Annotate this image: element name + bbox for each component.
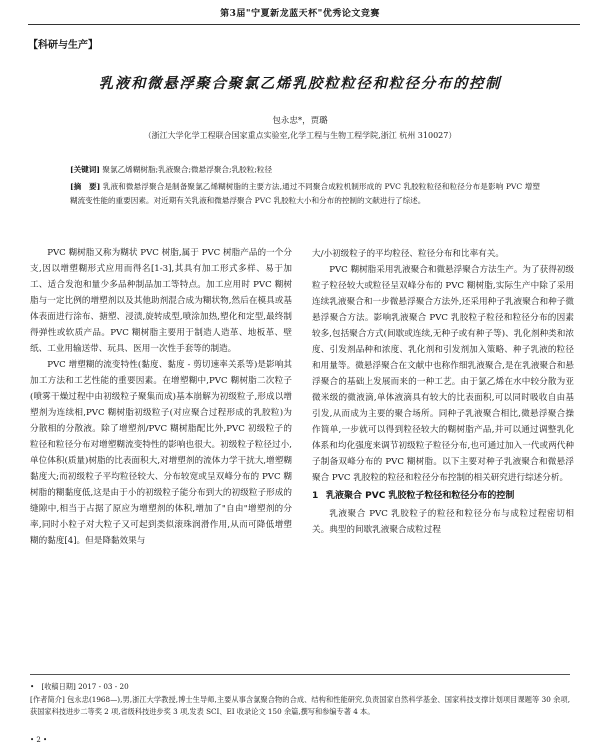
- section-title: 乳液聚合 PVC 乳胶粒子粒径和粒径分布的控制: [326, 491, 515, 501]
- authors: 包永忠*，贾璐: [272, 116, 328, 126]
- footnote-author: [作者简介] 包永忠(1968—),男,浙江大学教授,博士生导师,主要从事含氯聚合物的合成、结构和性能研究,负责国家自然科学基金、国家科技支撑计划项目课题等 30 余项,获国家科技进步二等奖 2 项,省级科技进步奖 3 项,发表 SCI、EI 收录论文 150 余篇,撰写和参编专著 4 本。: [30, 695, 570, 716]
- abstract-text: 乳液和微悬浮聚合是制备聚氯乙烯糊树脂的主要方法,通过不同聚合成粒机制形成的 PVC 乳胶粒粒径和粒径分布是影响 PVC 增塑糊流变性能的重要因素。对近期有关乳液和微悬浮聚合 PVC 乳胶粒大小和分布的控制的文献进行了综述。: [70, 182, 541, 205]
- left-column: [30, 245, 292, 549]
- keywords-label: [关键词]: [70, 165, 100, 174]
- abstract: [70, 180, 540, 208]
- right-column: [312, 246, 574, 538]
- section-heading: [312, 488, 574, 504]
- footnote-received: • [收稿日期] 2017 - 03 - 20: [30, 682, 129, 691]
- section-number: 1: [312, 491, 319, 501]
- body-paragraph: PVC 增塑糊的流变特性(黏度、黏度 - 剪切速率关系等)是影响其加工方法和工艺性能的重要因素。在增塑糊中,PVC 糊树脂二次粒子(喷雾干燥过程中由初级粒子聚集而成)基本崩解为初级粒子,形成以增塑剂为连续相,PVC 糊树脂初级粒子(对应聚合过程形成的乳胶粒)为分散相的分散液。除了增塑剂/PVC 糊树脂配比外,PVC 初级粒子的粒径和粒径分布对增塑糊流变特性的影响也很大。初级粒子粒径过小,单位体积(质量)树脂的比表面积大,对增塑剂的流体力学干扰大,增塑糊黏度大;而初级粒子平均粒径较大、分布较宽或呈双峰分布的 PVC 糊树脂的糊黏度低,这是由于小的初级粒子能分布到大的初级粒子形成的缝隙中,相当于占据了原应为增塑剂的体积,增加了"自由"增塑剂的分率,同时小粒子对大粒子又可起到类似滚珠润滑作用,从而可降低增塑糊的黏度[4]。但是降黏效果与: [30, 360, 292, 546]
- body-paragraph: 乳液聚合 PVC 乳胶粒子的粒径和粒径分布与成粒过程密切相关。典型的间歇乳液聚合成粒过程: [312, 509, 574, 535]
- body-paragraph: 大/小初级粒子的平均粒径、粒径分布和比率有关。: [312, 249, 504, 259]
- affiliation: （浙江大学化学工程联合国家重点实验室,化学工程与生物工程学院,浙江 杭州 310027）: [143, 131, 457, 140]
- paper-title: 乳液和微悬浮聚合聚氯乙烯乳胶粒粒径和粒径分布的控制: [98, 75, 502, 92]
- running-head: 第3届"宁夏新龙蓝天杯"优秀论文竞赛: [220, 9, 380, 19]
- body-paragraph: PVC 糊树脂又称为糊状 PVC 树脂,属于 PVC 树脂产品的一个分支,因以增塑糊形式应用而得名[1-3],其具有加工形式多样、易于加工、适合发泡和量少多品种制品加工等特点。加工应用时 PVC 糊树脂与一定比例的增塑剂以及其他助剂混合成为糊状物,然后在模具或基体表面进行涂布、搪塑、浸渍,旋转成型,喷涂加热,塑化和定型,最终制得弹性或软质产品。PVC 糊树脂主要用于制造人造革、地板革、壁纸、工业用输送带、玩具、医用一次性手套等的制造。: [30, 248, 292, 354]
- body-paragraph: PVC 糊树脂采用乳液聚合和微悬浮聚合方法生产。为了获得初级粒子粒径较大或粒径呈双峰分布的 PVC 糊树脂,实际生产中除了采用连续乳液聚合和一步微悬浮聚合方法外,还采用种子乳液聚合和种子微悬浮聚合方法。影响乳液聚合 PVC 乳胶粒子粒径和粒径分布的因素较多,包括聚合方式(间歇或连续,无种子或有种子等)、乳化剂种类和浓度、引发剂品种和浓度、乳化剂和引发剂加入策略、种子乳液的粒径和用量等。微悬浮聚合在文献中也称作细乳液聚合,是在乳液聚合和悬浮聚合的基础上发展而来的一种工艺。由于氯乙烯在水中较分散为亚微米级的微液滴,单体液滴具有较大的比表面积,可以同时吸收自由基引发,从而成为主要的聚合场所。同种子乳液聚合相比,微悬浮聚合操作简单,一步就可以得到粒径较大的糊树脂产品,并可以通过调整乳化体系和均化强度来调节初级粒子粒径分布,也可通过加入一代或两代种子制备双峰分布的 PVC 糊树脂。以下主要对种子乳液聚合和微悬浮聚合 PVC 乳胶粒的粒径和粒径分布控制的相关研究进行综述分析。: [312, 265, 574, 483]
- keywords: [70, 164, 540, 175]
- abstract-label: [摘 要]: [70, 182, 101, 191]
- footnote-rule: [30, 674, 570, 675]
- keywords-text: 聚氯乙烯糊树脂;乳液聚合;微悬浮聚合;乳胶粒;粒径: [102, 165, 273, 174]
- page-number: • 2 •: [30, 736, 48, 744]
- header-rule: [28, 24, 580, 25]
- column-tag: 【科研与生产】: [28, 40, 98, 51]
